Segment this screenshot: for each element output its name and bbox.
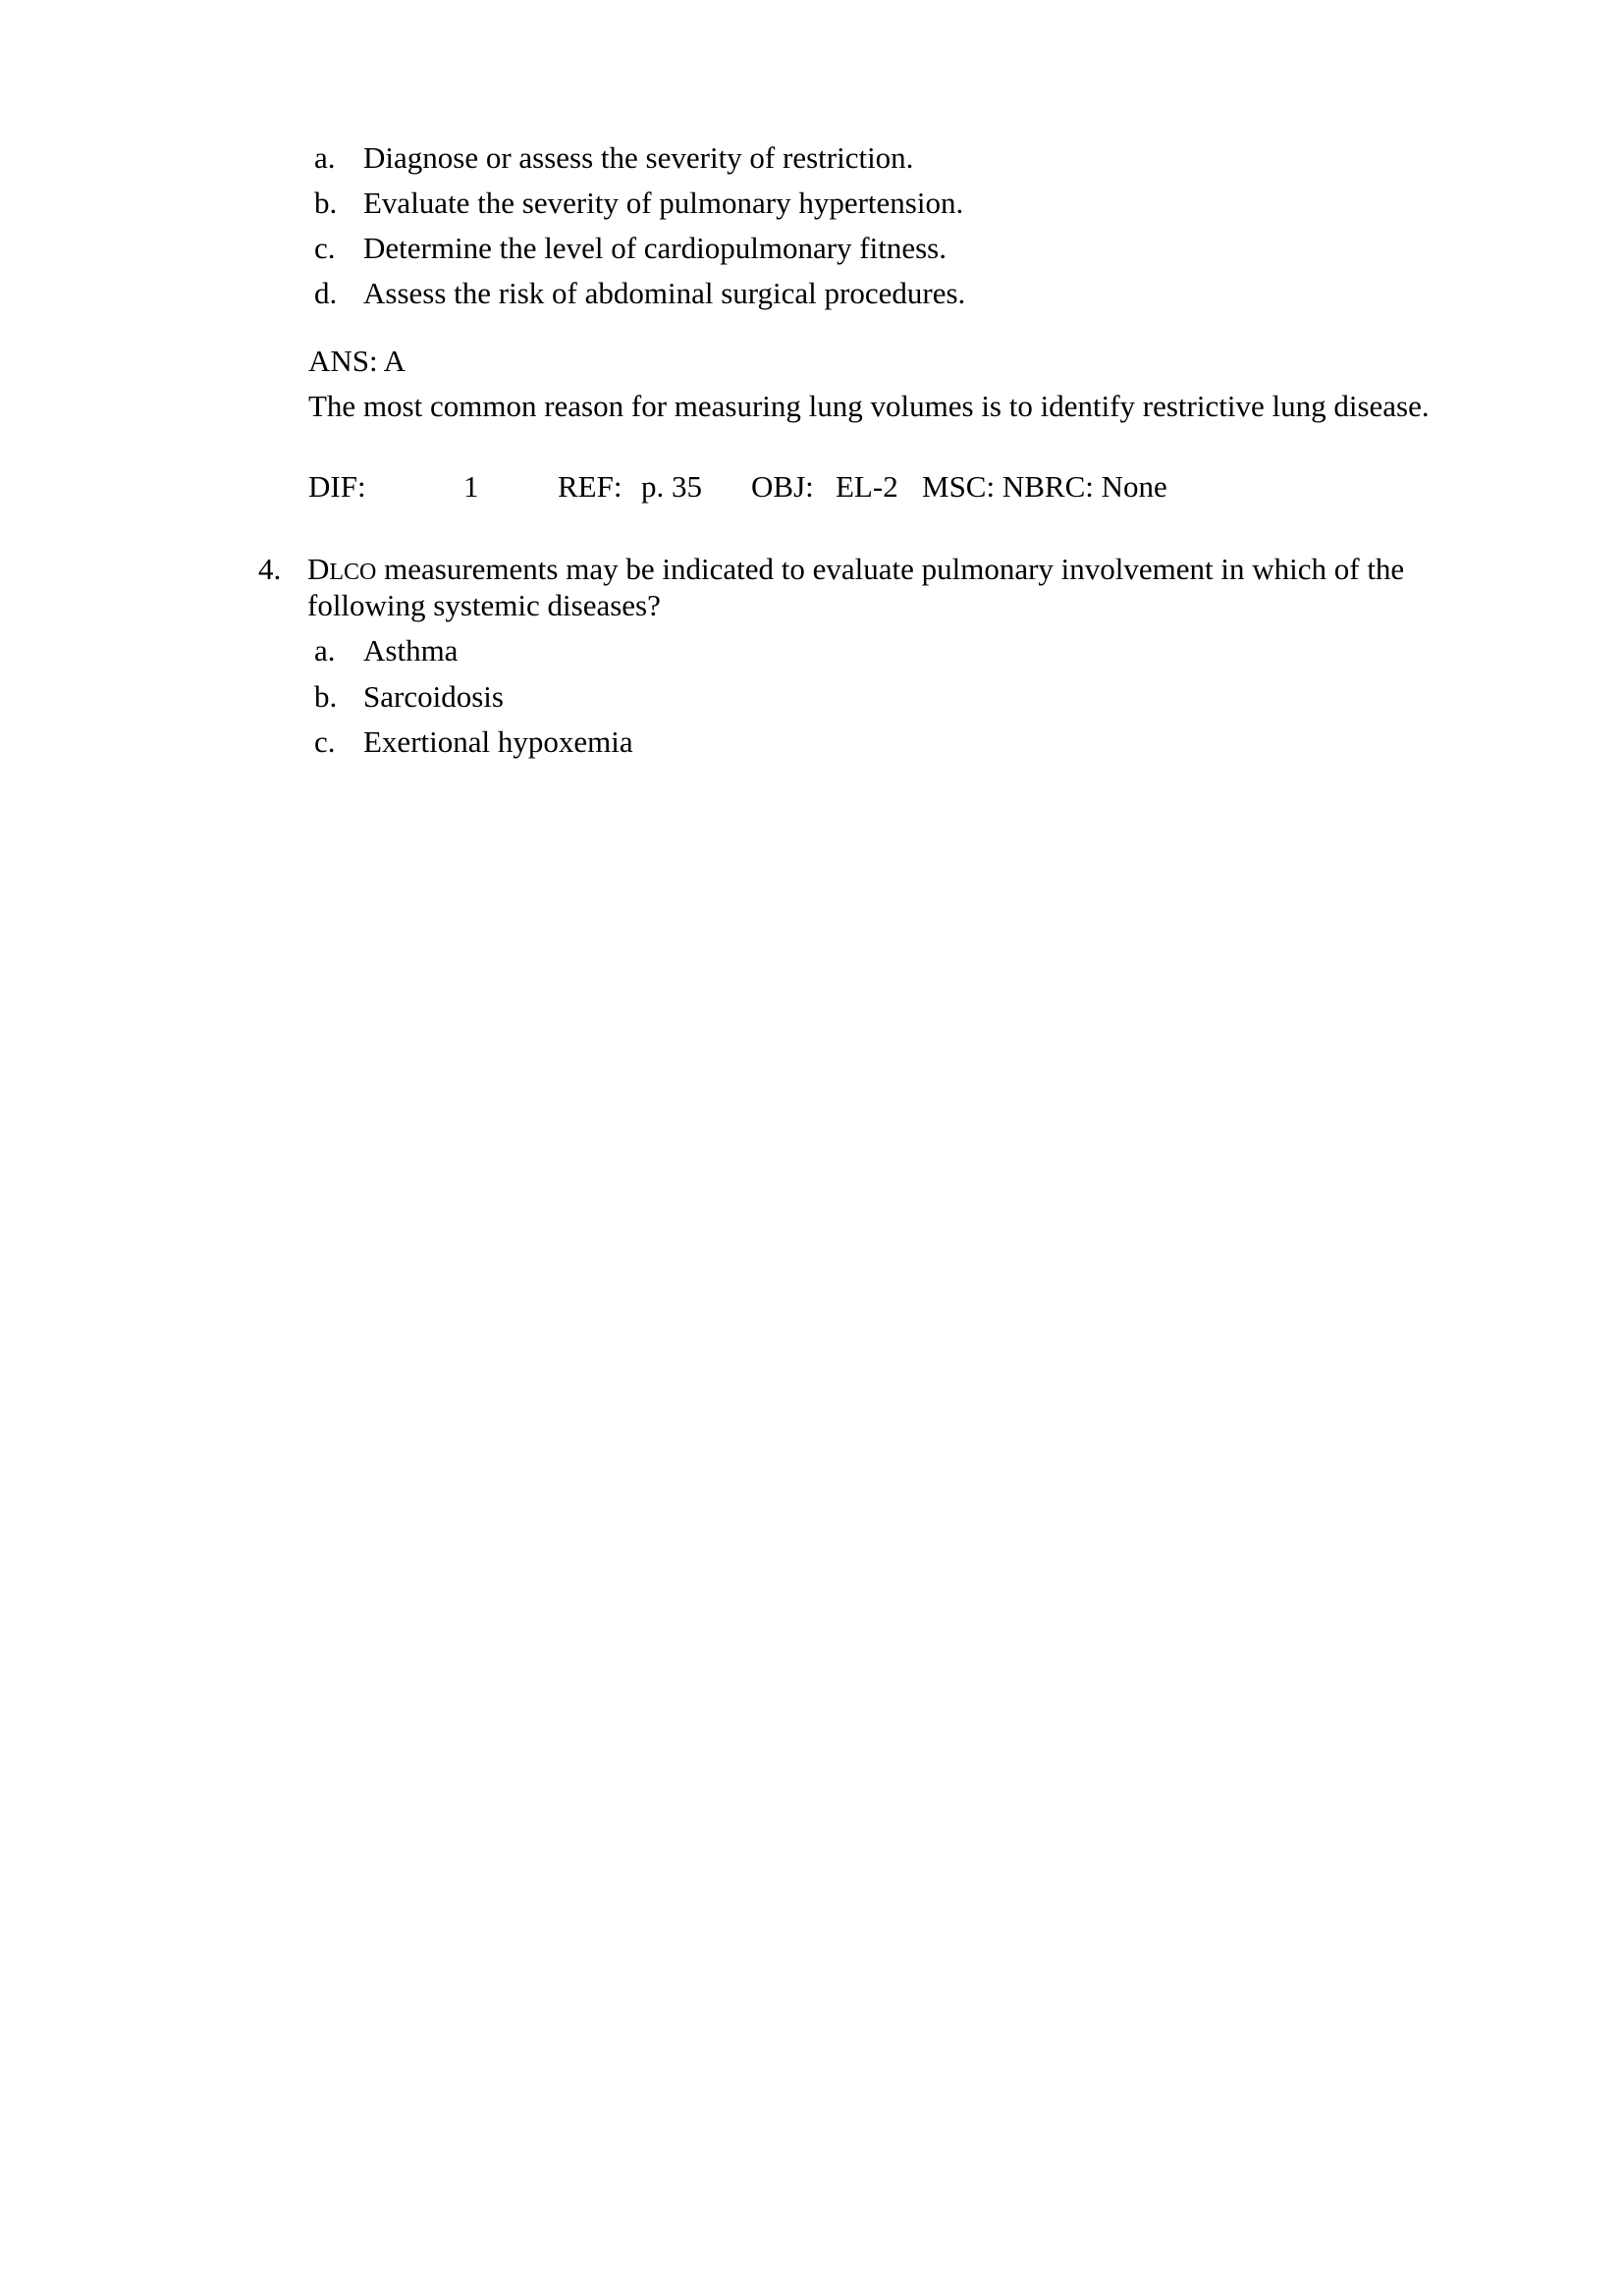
dif-label: DIF:: [308, 469, 366, 504]
question-stem-line-1: [307, 554, 1404, 588]
ref-label: REF:: [558, 469, 623, 504]
option-label: b.: [314, 679, 338, 714]
option-b: [314, 679, 504, 714]
answer-rationale: The most common reason for measuring lung volumes is to identify restrictive lung disease.: [308, 389, 1430, 423]
stem-rest: measurements may be indicated to evaluate pulmonary involvement in which of the: [376, 552, 1405, 586]
question-number: 4.: [258, 552, 282, 586]
option-c: [314, 724, 633, 759]
option-label: a.: [314, 140, 336, 175]
option-text: Diagnose or assess the severity of restriction.: [363, 140, 914, 175]
dif-value: 1: [463, 469, 479, 504]
msc-value: MSC: NBRC: None: [922, 469, 1167, 504]
obj-value: EL-2: [836, 469, 898, 504]
option-text: Sarcoidosis: [363, 679, 504, 714]
option-text: Asthma: [363, 633, 459, 667]
option-c: [314, 231, 947, 265]
option-label: b.: [314, 186, 338, 220]
option-text: Assess the risk of abdominal surgical procedures.: [363, 276, 966, 310]
option-label: c.: [314, 231, 336, 265]
obj-label: OBJ:: [751, 469, 814, 504]
answer-key: ANS: A: [308, 344, 406, 378]
option-d: [314, 276, 966, 310]
option-b: [314, 186, 964, 220]
stem-cap: D: [307, 552, 330, 586]
option-text: Exertional hypoxemia: [363, 724, 633, 759]
option-text: Evaluate the severity of pulmonary hypertension.: [363, 186, 964, 220]
question-stem-line-2: following systemic diseases?: [307, 588, 661, 622]
ref-value: p. 35: [641, 469, 702, 504]
option-a: [314, 140, 914, 175]
option-text: Determine the level of cardiopulmonary fitness.: [363, 231, 947, 265]
stem-smallcaps: LCO: [329, 560, 377, 585]
option-label: a.: [314, 633, 336, 667]
option-a: [314, 633, 459, 667]
option-label: d.: [314, 276, 338, 310]
option-label: c.: [314, 724, 336, 759]
